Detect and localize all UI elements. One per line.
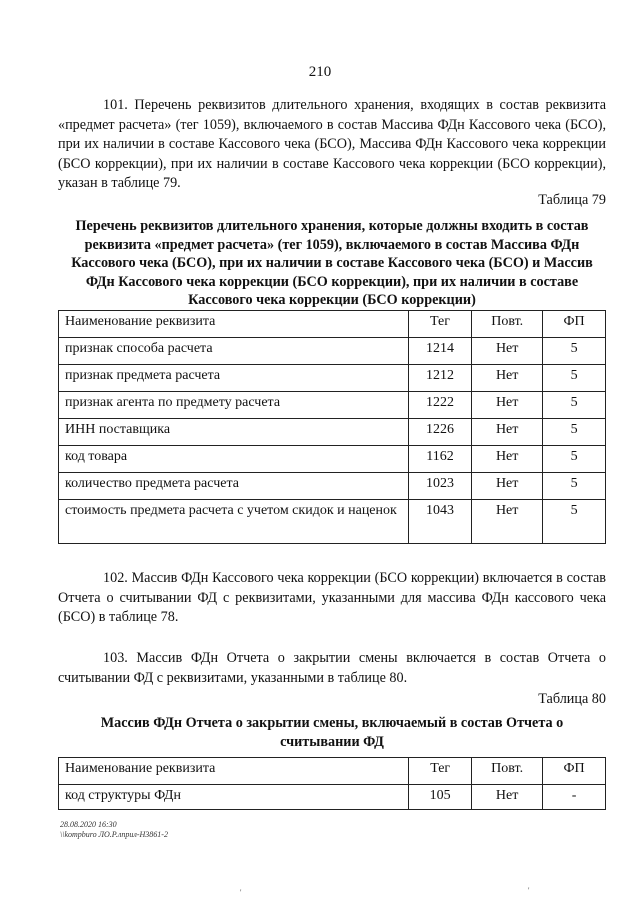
table-row <box>59 473 606 500</box>
page-number: 210 <box>308 64 332 80</box>
cell-fp: 5 <box>543 392 606 419</box>
cell-repeat: Нет <box>472 365 543 392</box>
cell-fp: 5 <box>543 446 606 473</box>
table-79 <box>58 310 606 544</box>
cell-name: признак способа расчета <box>59 338 409 365</box>
cell-repeat: Нет <box>472 392 543 419</box>
cell-repeat: Нет <box>472 338 543 365</box>
cell-name: признак предмета расчета <box>59 365 409 392</box>
cell-fp: 5 <box>543 419 606 446</box>
header-name: Наименование реквизита <box>59 758 409 785</box>
cell-name: код товара <box>59 446 409 473</box>
cell-tag: 1212 <box>408 365 471 392</box>
table-row <box>59 392 606 419</box>
table-row <box>59 419 606 446</box>
header-tag: Тег <box>408 311 471 338</box>
footer-path: \\kompburo ЛО.Р.лприл-Н3861-2 <box>60 830 168 839</box>
cell-name: ИНН поставщика <box>59 419 409 446</box>
header-tag: Тег <box>409 758 472 785</box>
table-row <box>59 500 606 544</box>
cell-fp: 5 <box>543 500 606 544</box>
cell-fp: - <box>543 785 606 810</box>
table-row <box>59 338 606 365</box>
cell-repeat: Нет <box>472 473 543 500</box>
header-fp: ФП <box>543 758 606 785</box>
cell-tag: 1162 <box>408 446 471 473</box>
cell-tag: 1222 <box>408 392 471 419</box>
scan-mark: ' <box>528 886 530 895</box>
table-79-label: Таблица 79 <box>538 192 606 208</box>
cell-tag: 1023 <box>408 473 471 500</box>
table-79-title: Перечень реквизитов длительного хранения, которые должны входить в состав реквизита «предмет расчета» (тег 1059), включаемого в состав Массива ФДн Кассового чека (БСО), при их наличии в составе Кассового чека (БСО) и Массив ФДн Кассового чека коррекции (БСО коррекции), при их наличии в составе Кассового чека коррекции (БСО коррекции) <box>71 218 593 308</box>
cell-tag: 105 <box>409 785 472 810</box>
cell-repeat: Нет <box>472 785 543 810</box>
cell-repeat: Нет <box>472 446 543 473</box>
cell-fp: 5 <box>543 365 606 392</box>
cell-name: стоимость предмета расчета с учетом скидок и наценок <box>59 500 409 544</box>
cell-repeat: Нет <box>472 419 543 446</box>
cell-fp: 5 <box>543 473 606 500</box>
cell-tag: 1043 <box>408 500 471 544</box>
cell-name: код структуры ФДн <box>59 785 409 810</box>
header-name: Наименование реквизита <box>59 311 409 338</box>
cell-name: количество предмета расчета <box>59 473 409 500</box>
cell-tag: 1226 <box>408 419 471 446</box>
footer-timestamp: 28.08.2020 16:30 <box>60 820 117 829</box>
paragraph-101: 101. Перечень реквизитов длительного хранения, входящих в состав реквизита «предмет расчета» (тег 1059), включаемого в состав Массива ФДн Кассового чека (БСО), при их наличии в составе Кассового чека (БСО), Массива ФДн Кассового чека коррекции (БСО коррекции), при их наличии в составе Кассового чека коррекции (БСО коррекции), указан в таблице 79. <box>58 97 606 191</box>
cell-fp: 5 <box>543 338 606 365</box>
table-80 <box>58 757 606 810</box>
cell-repeat: Нет <box>472 500 543 544</box>
table-row <box>59 365 606 392</box>
header-repeat: Повт. <box>472 758 543 785</box>
table-header-row <box>59 311 606 338</box>
scan-mark: ' <box>240 888 242 897</box>
cell-tag: 1214 <box>408 338 471 365</box>
table-header-row <box>59 758 606 785</box>
header-repeat: Повт. <box>472 311 543 338</box>
cell-name: признак агента по предмету расчета <box>59 392 409 419</box>
paragraph-103: 103. Массив ФДн Отчета о закрытии смены включается в состав Отчета о считывании ФД с реквизитами, указанными в таблице 80. <box>58 650 606 686</box>
table-row <box>59 785 606 810</box>
header-fp: ФП <box>543 311 606 338</box>
paragraph-102: 102. Массив ФДн Кассового чека коррекции (БСО коррекции) включается в состав Отчета о считывании ФД с реквизитами, указанными для массива ФДн кассового чека (БСО) в таблице 78. <box>58 570 606 625</box>
table-80-title: Массив ФДн Отчета о закрытии смены, включаемый в состав Отчета о считывании ФД <box>100 715 564 750</box>
table-80-label: Таблица 80 <box>538 691 606 707</box>
table-row <box>59 446 606 473</box>
